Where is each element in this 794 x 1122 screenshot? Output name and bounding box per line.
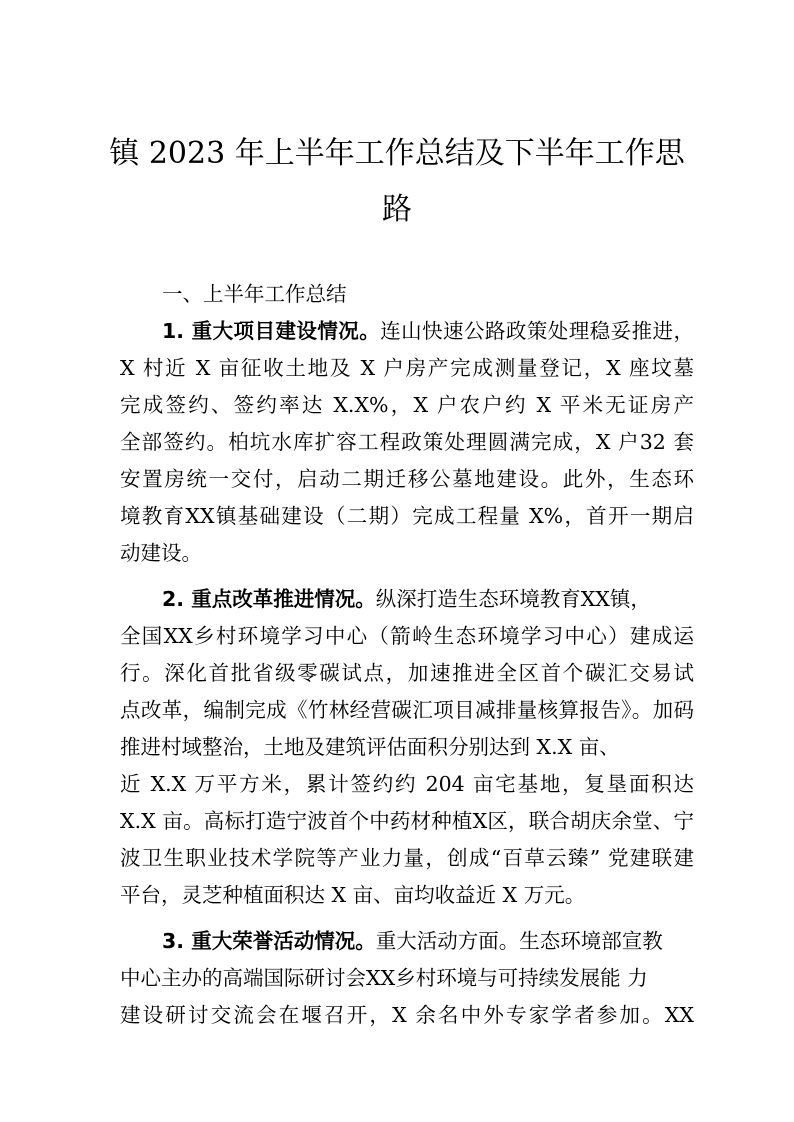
- paragraph-2-text: 纵深打造生态环境教育XX镇，: [375, 587, 651, 611]
- paragraph-3-line: 建设研讨交流会在堰召开，X 余名中外专家学者参加。XX: [120, 1003, 694, 1027]
- paragraph-2-line: [162, 586, 694, 612]
- paragraph-1-text: 连山快速公路政策处理稳妥推进，: [380, 319, 694, 343]
- paragraph-2-line: 点改革，编制完成《竹林经营碳汇项目减排量核算报告》。加码: [120, 698, 694, 722]
- paragraph-2-line: 行。深化首批省级零碳试点，加速推进全区首个碳汇交易试: [120, 661, 694, 685]
- paragraph-2-line: 平台，灵芝种植面积达 X 亩、亩均收益近 X 万元。: [120, 883, 586, 907]
- paragraph-3-line: 中心主办的高端国际研讨会XX乡村环境与可持续发展能 力: [120, 966, 648, 990]
- paragraph-1-line: 动建设。: [120, 541, 202, 565]
- paragraph-1-line: 完成签约、签约率达 X.X%，X 户农户约 X 平米无证房产: [120, 393, 694, 417]
- paragraph-1-line: 全部签约。柏坑水库扩容工程政策处理圆满完成，X 户32 套: [120, 430, 694, 454]
- paragraph-1-line: X 村近 X 亩征收土地及 X 户房产完成测量登记，X 座坟墓: [120, 356, 694, 380]
- paragraph-2-lead: 2. 重点改革推进情况。: [162, 587, 376, 611]
- paragraph-3-lead: 3. 重大荣誉活动情况。: [162, 929, 376, 953]
- paragraph-2-line: 近 X.X 万平方米，累计签约约 204 亩宅基地，复垦面积达: [120, 772, 694, 796]
- paragraph-2-line: X.X 亩。高标打造宁波首个中药材种植X区，联合胡庆余堂、宁: [120, 809, 694, 833]
- paragraph-3-line: [162, 928, 694, 954]
- document-title-line-2: 路: [382, 192, 412, 227]
- section-heading: 一、上半年工作总结: [162, 282, 347, 306]
- document-title-line-1: 镇 2023 年上半年工作总结及下半年工作思: [109, 136, 685, 171]
- paragraph-1-lead: 1. 重大项目建设情况。: [162, 319, 381, 343]
- paragraph-1-line: 安置房统一交付，启动二期迁移公墓地建设。此外，生态环: [120, 467, 694, 491]
- paragraph-2-line: 推进村域整治，土地及建筑评估面积分别达到 X.X 亩、: [120, 735, 620, 759]
- paragraph-1-line: 境教育XX镇基础建设（二期）完成工程量 X%，首开一期启: [120, 504, 694, 528]
- paragraph-1-line: [162, 318, 694, 344]
- paragraph-2-line: 全国XX乡村环境学习中心（箭岭生态环境学习中心）建成运: [120, 624, 694, 648]
- paragraph-2-line: 波卫生职业技术学院等产业力量，创成“百草云臻” 党建联建: [120, 846, 694, 870]
- paragraph-3-text: 重大活动方面。生态环境部宣教: [375, 929, 663, 953]
